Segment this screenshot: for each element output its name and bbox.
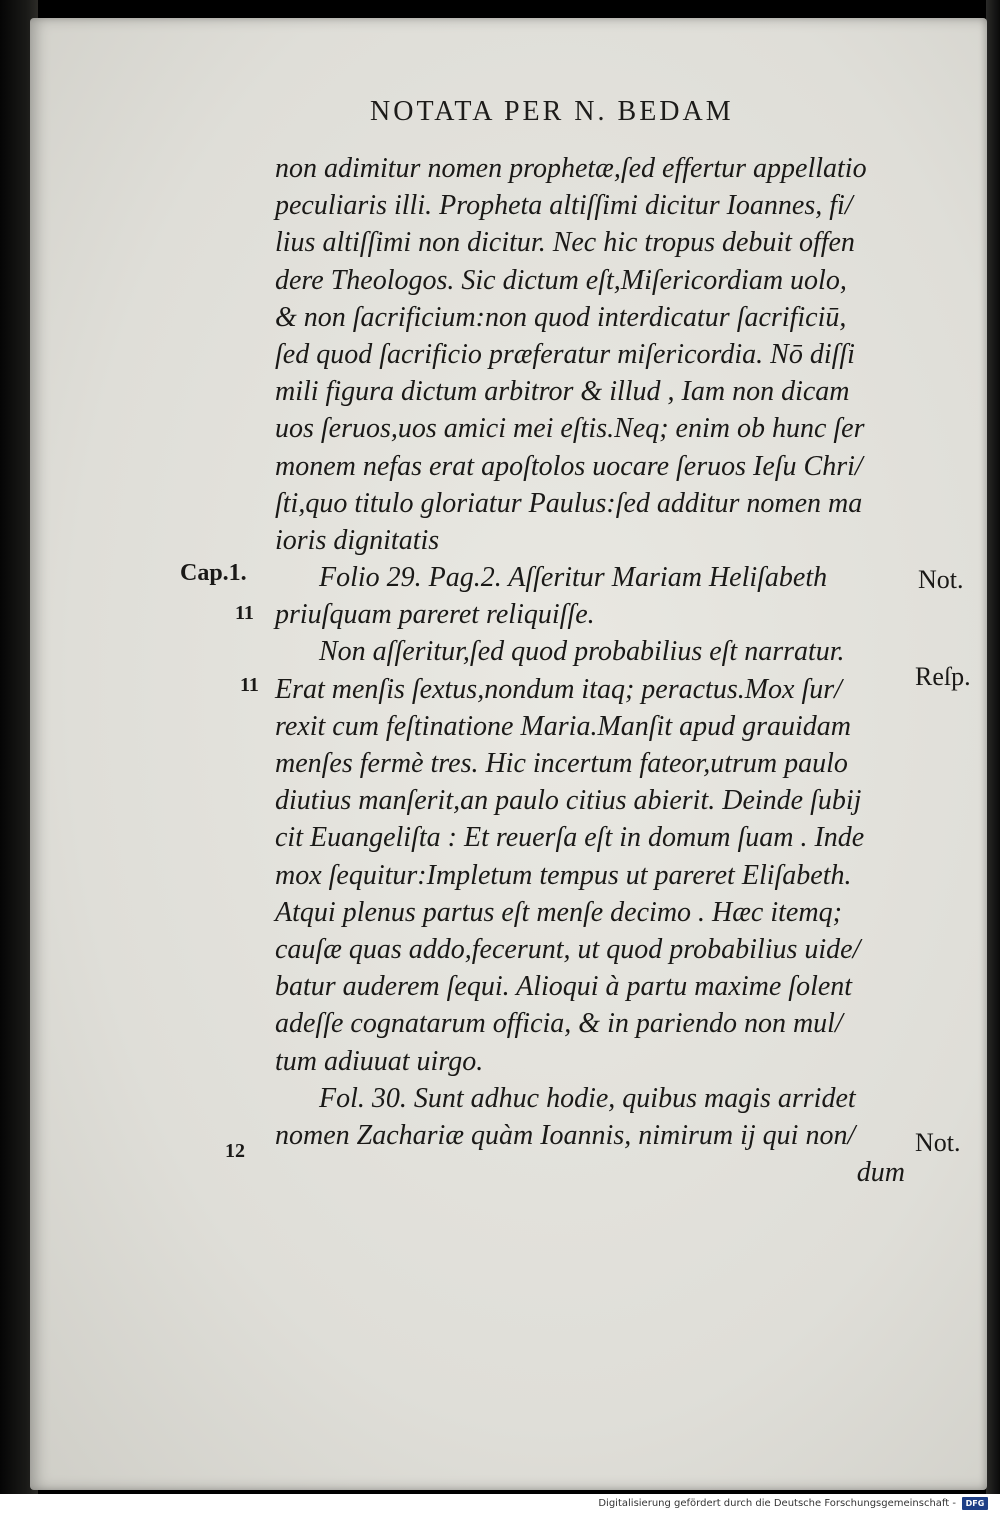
text-line: priuſquam pareret reliquiſſe. xyxy=(275,599,595,631)
footer-bar xyxy=(0,1494,1000,1515)
text-line: Atqui plenus partus eſt menſe decimo . Hæc itemq; xyxy=(275,896,842,928)
text-line: menſes fermè tres. Hic incertum fateor,utrum paulo xyxy=(275,748,848,779)
margin-note-not: Not. xyxy=(918,565,964,594)
funding-credit: Digitalisierung gefördert durch die Deutsche Forschungsgemeinschaft - xyxy=(598,1498,956,1509)
page-edge-shadow xyxy=(986,0,1000,1494)
text-line: lius altiſſimi non dicitur. Nec hic tropus debuit offen xyxy=(275,227,855,259)
text-line: ioris dignitatis xyxy=(275,524,440,556)
text-line: monem nefas erat apoſtolos uocare ſeruos Ieſu Chri/ xyxy=(275,450,863,482)
text-line: non adimitur nomen prophetæ,ſed effertur appellatio xyxy=(275,153,867,184)
margin-number: 12 xyxy=(225,1140,245,1162)
text-line: mili figura dictum arbitror & illud , Iam non dicam xyxy=(275,376,850,408)
text-line: dere Theologos. Sic dictum eſt,Miſericordiam uolo, xyxy=(275,264,847,296)
text-line: cauſæ quas addo,fecerunt, ut quod probabilius uide/ xyxy=(275,933,861,965)
text-line: rexit cum feſtinatione Maria.Manſit apud grauidam xyxy=(275,710,852,742)
text-line: cit Euangeliſta : Et reuerſa eſt in domum ſuam . Inde xyxy=(275,822,865,854)
text-line: batur auderem ſequi. Alioqui à partu maxime ſolent xyxy=(275,971,853,1003)
text-line: ſti,quo titulo gloriatur Paulus:ſed additur nomen ma xyxy=(275,487,863,519)
text-line: adeſſe cognatarum officia, & in pariendo non mul/ xyxy=(275,1008,843,1040)
text-line: peculiaris illi. Propheta altiſſimi dicitur Ioannes, fi/ xyxy=(275,190,853,222)
text-line: ſed quod ſacrificio præferatur miſericordia. Nō diſſi xyxy=(275,338,855,370)
text-line: Folio 29. Pag.2. Aſſeritur Mariam Heliſabeth xyxy=(319,562,828,594)
margin-chapter-note: Cap.1. xyxy=(180,560,247,586)
margin-number: 11 xyxy=(240,674,259,696)
text-line: Erat menſis ſextus,nondum itaq; peractus.Mox ſur/ xyxy=(275,673,842,705)
text-line: uos ſeruos,uos amici mei eſtis.Neq; enim ob hunc ſer xyxy=(275,413,865,445)
text-line: Fol. 30. Sunt adhuc hodie, quibus magis arridet xyxy=(319,1082,856,1114)
page-body xyxy=(275,150,935,1191)
margin-note-resp: Reſp. xyxy=(915,662,971,691)
margin-note-not: Not. xyxy=(915,1128,961,1157)
text-line: nomen Zachariæ quàm Ioannis, nimirum ij qui non/ xyxy=(275,1119,856,1151)
text-line: tum adiuuat uirgo. xyxy=(275,1045,484,1077)
catchword: dum xyxy=(856,1157,905,1189)
text-line: Non aſſeritur,ſed quod probabilius eſt narratur. xyxy=(319,636,845,668)
running-title: NOTATA PER N. BEDAM xyxy=(370,96,734,127)
text-line: & non ſacrificium:non quod interdicatur ſacrificiū, xyxy=(275,301,847,333)
dfg-logo: DFG xyxy=(962,1497,988,1510)
text-line: mox ſequitur:Impletum tempus ut pareret Eliſabeth. xyxy=(275,859,852,891)
margin-number: 11 xyxy=(235,602,254,624)
text-line: diutius manſerit,an paulo citius abierit. Deinde ſubij xyxy=(275,785,862,817)
